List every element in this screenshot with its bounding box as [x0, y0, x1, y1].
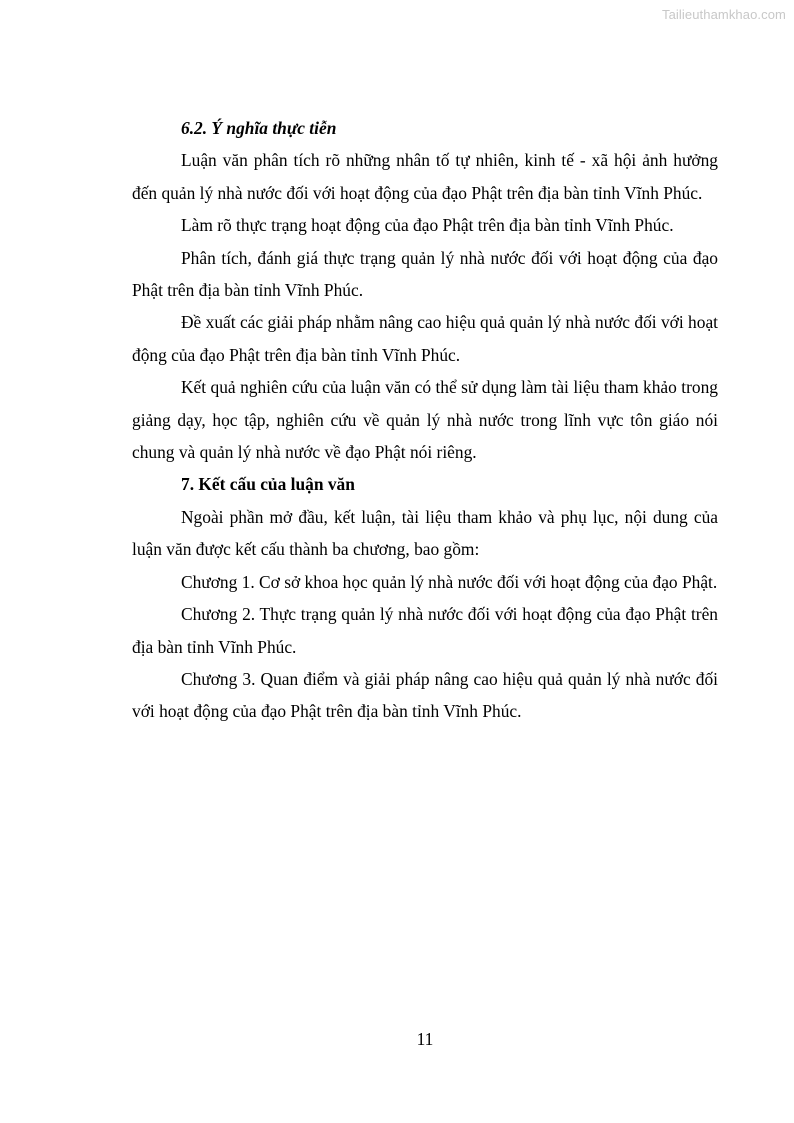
paragraph: Phân tích, đánh giá thực trạng quản lý nhà nước đối với hoạt động của đạo Phật trên địa bàn tỉnh Vĩnh Phúc.: [132, 247, 718, 301]
section-heading-thesis-structure: 7. Kết cấu của luận văn: [181, 474, 355, 495]
watermark-text: Tailieuthamkhao.com: [661, 7, 786, 22]
paragraph: Đề xuất các giải pháp nhằm nâng cao hiệu quả quản lý nhà nước đối với hoạt động của đạo Phật trên địa bàn tỉnh Vĩnh Phúc.: [132, 312, 718, 365]
document-body: [132, 112, 718, 728]
paragraph: Luận văn phân tích rõ những nhân tố tự nhiên, kinh tế - xã hội ảnh hưởng đến quản lý nhà nước đối với hoạt động của đạo Phật trên địa bàn tỉnh Vĩnh Phúc.: [132, 150, 718, 203]
paragraph: Làm rõ thực trạng hoạt động của đạo Phật trên địa bàn tỉnh Vĩnh Phúc.: [181, 215, 674, 236]
paragraph: Chương 2. Thực trạng quản lý nhà nước đối với hoạt động của đạo Phật trên địa bàn tỉnh Vĩnh Phúc.: [132, 604, 718, 657]
page-number: 11: [416, 1029, 434, 1049]
paragraph: Chương 1. Cơ sở khoa học quản lý nhà nước đối với hoạt động của đạo Phật.: [181, 571, 718, 592]
paragraph: Ngoài phần mở đầu, kết luận, tài liệu tham khảo và phụ lục, nội dung của luận văn được kết cấu thành ba chương, bao gồm:: [132, 506, 718, 560]
paragraph: Chương 3. Quan điểm và giải pháp nâng cao hiệu quả quản lý nhà nước đối với hoạt động của đạo Phật trên địa bàn tỉnh Vĩnh Phúc.: [132, 668, 718, 722]
section-heading-practical-significance: 6.2. Ý nghĩa thực tiễn: [181, 118, 337, 138]
paragraph: Kết quả nghiên cứu của luận văn có thể sử dụng làm tài liệu tham khảo trong giảng dạy, học tập, nghiên cứu về quản lý nhà nước trong lĩnh vực tôn giáo nói chung và quản lý nhà nước về đạo Phật nói riêng.: [132, 377, 718, 463]
